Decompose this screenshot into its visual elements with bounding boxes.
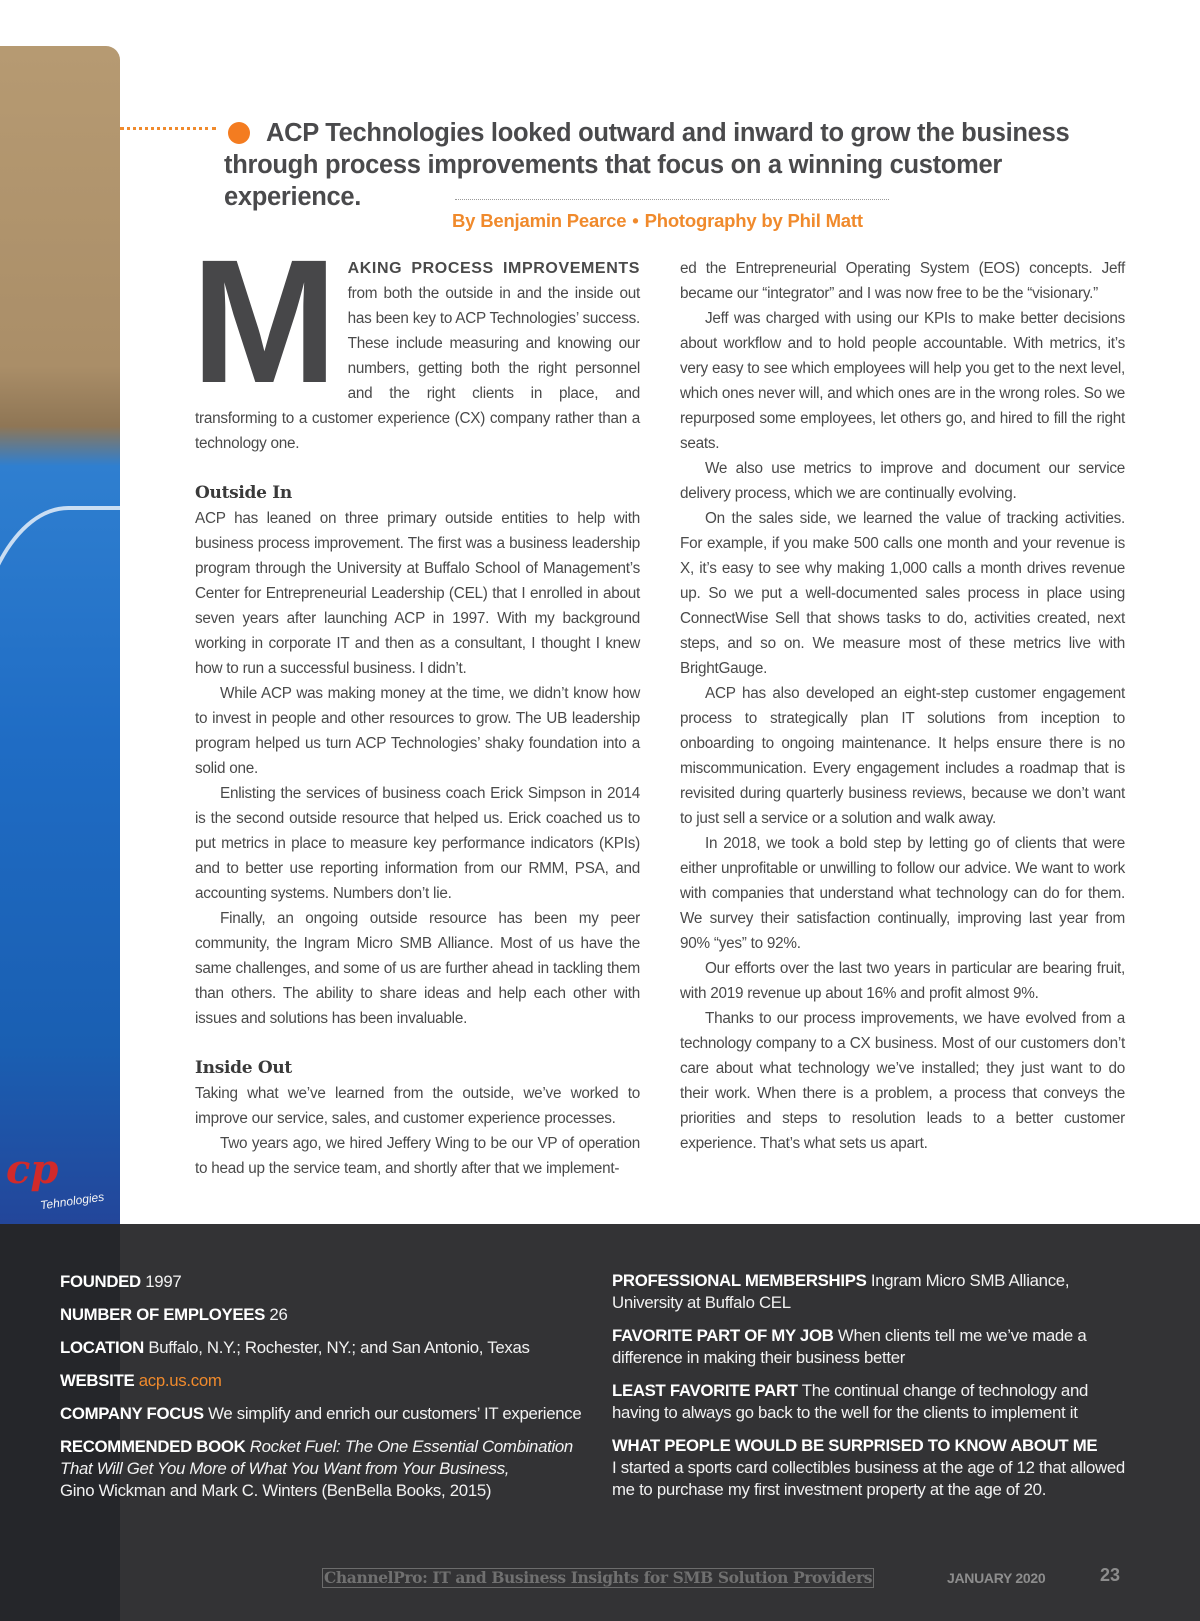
facts-column-left bbox=[60, 1271, 600, 1513]
paragraph: Taking what we’ve learned from the outside, we’ve worked to improve our service, sales, and customer experience processes. bbox=[195, 1085, 640, 1127]
headline-line-2: through process improvements that focus on a winning customer experience. bbox=[224, 151, 1002, 211]
paragraph: We also use metrics to improve and document our service delivery process, which we are continually evolving. bbox=[680, 460, 1125, 502]
footer-publication: ChannelPro: IT and Business Insights for SMB Solution Providers bbox=[324, 1568, 873, 1587]
section-heading-inside-out: Inside Out bbox=[195, 1058, 292, 1078]
page-number: 23 bbox=[1100, 1565, 1121, 1585]
dot-leader bbox=[120, 127, 216, 130]
paragraph: ACP has leaned on three primary outside entities to help with business process improvement. The first was a business leadership program through the University at Buffalo School of Management’s Center for Entrepreneurial Leadership (CEL) that I enrolled in about seven years after launching ACP in 1997. With my background working in corporate IT and then as a consultant, I thought I knew how to run a successful business. I didn’t. bbox=[195, 510, 640, 677]
byline bbox=[452, 210, 902, 232]
byline-photographer: Photography by Phil Matt bbox=[644, 210, 863, 231]
headline-divider bbox=[455, 199, 889, 200]
paragraph: ACP has also developed an eight-step customer engagement process to strategically plan IT solutions from inception to onboarding to ongoing maintenance. It helps ensure there is no miscommunication. Every engagement includes a roadmap that is revisited during quarterly business reviews, because we don’t want to just sell a service or a solution and walk away. bbox=[680, 685, 1125, 827]
fact-founded: FOUNDED 1997 bbox=[60, 1272, 182, 1291]
shirt-logo-text: Tehnologies bbox=[39, 1189, 105, 1213]
lead-paragraph bbox=[191, 224, 640, 456]
article-column-right bbox=[680, 256, 1125, 1156]
byline-author: By Benjamin Pearce bbox=[452, 210, 627, 231]
paragraph: Jeff was charged with using our KPIs to make better decisions about workflow and to hold people accountable. With metrics, it’s very easy to see which employees will help you get to the next level, which ones never will, and which ones are in the wrong roles. So we repurposed some employees, let others go, and hired to fill the right seats. bbox=[680, 310, 1125, 452]
paragraph: In 2018, we took a bold step by letting go of clients that were either unprofitable or unwilling to follow our advice. We want to work with companies that understand what technology can do for them. We survey their satisfaction continually, improving last year from 90% “yes” to 92%. bbox=[680, 835, 1125, 952]
paragraph: On the sales side, we learned the value of tracking activities. For example, if you make 500 calls one month and your revenue is X, it’s easy to see why making 1,000 calls a month drives revenue up. So we put a well-documented sales process in place using ConnectWise Sell that shows tasks to do, activities created, next steps, and so on. We measure most of these metrics live with BrightGauge. bbox=[680, 510, 1125, 677]
fact-least-favorite-part: LEAST FAVORITE PART The continual change of technology and having to always go back to the well for the clients to implement it bbox=[612, 1381, 1089, 1422]
fact-recommended-book: RECOMMENDED BOOK Rocket Fuel: The One Essential Combination That Will Get You More of What You Want from Your Business, Gino Wickman and Mark C. Winters (BenBella Books, 2015) bbox=[60, 1437, 573, 1500]
fact-memberships: PROFESSIONAL MEMBERSHIPS Ingram Micro SMB Alliance, University at Buffalo CEL bbox=[612, 1271, 1070, 1312]
lead-text: from both the outside in and the inside out has been key to ACP Technologies’ success. These include measuring and knowing our numbers, getting both the right personnel and the right clients in place, and transforming to a customer experience (CX) company rather than a technology one. bbox=[195, 285, 640, 452]
paragraph: Two years ago, we hired Jeffery Wing to be our VP of operation to head up the service team, and shortly after that we implement- bbox=[195, 1135, 640, 1177]
website-link[interactable]: acp.us.com bbox=[138, 1371, 222, 1390]
paragraph: Thanks to our process improvements, we have evolved from a technology company to a CX business. Most of our customers don’t care about what technology we’ve installed; they just want to do their work. When there is a problem, a process that conveys the priorities and steps to resolution leads to a better customer experience. That’s what sets us apart. bbox=[680, 1010, 1125, 1152]
fact-surprise: WHAT PEOPLE WOULD BE SURPRISED TO KNOW ABOUT ME I started a sports card collectibles business at the age of 12 that allowed me to purchase my first investment property at the age of 20. bbox=[612, 1436, 1125, 1499]
paragraph: Finally, an ongoing outside resource has been my peer community, the Ingram Micro SMB Alliance. Most of us have the same challenges, and some of us are further ahead in tackling them than others. The ability to share ideas and help each other with issues and solutions has been invaluable. bbox=[195, 910, 640, 1027]
lead-caps: AKING PROCESS IMPROVEMENTS bbox=[347, 260, 640, 277]
photo-strip bbox=[0, 46, 120, 1224]
book-authors: Gino Wickman and Mark C. Winters (BenBella Books, 2015) bbox=[60, 1481, 492, 1500]
book-title: Rocket Fuel: The One Essential Combination That Will Get You More of What You Want from Your Business, bbox=[60, 1437, 573, 1478]
footer-issue-date: JANUARY 2020 bbox=[947, 1570, 1046, 1586]
paragraph: Our efforts over the last two years in particular are bearing fruit, with 2019 revenue up about 16% and profit almost 9%. bbox=[680, 960, 1125, 1002]
headline-line-1: ACP Technologies looked outward and inward to grow the business bbox=[266, 119, 1070, 147]
byline-separator: • bbox=[632, 210, 639, 231]
shirt-collar bbox=[0, 506, 134, 810]
fact-favorite-part: FAVORITE PART OF MY JOB When clients tell me we’ve made a difference in making their business better bbox=[612, 1326, 1087, 1367]
drop-cap: M bbox=[191, 224, 330, 420]
paragraph: Enlisting the services of business coach Erick Simpson in 2014 is the second outside resource that helped us. Erick coached us to put metrics in place to measure key performance indicators (KPIs) and to better use reporting information from our RMM, PSA, and accounting systems. Numbers don’t lie. bbox=[195, 785, 640, 902]
section-heading-outside-in: Outside In bbox=[195, 483, 292, 503]
shirt-logo: cp bbox=[6, 1146, 59, 1193]
fact-company-focus: COMPANY FOCUS We simplify and enrich our customers’ IT experience bbox=[60, 1404, 582, 1423]
fact-employees: NUMBER OF EMPLOYEES 26 bbox=[60, 1305, 288, 1324]
article-column-left bbox=[191, 224, 640, 1181]
paragraph: ed the Entrepreneurial Operating System (EOS) concepts. Jeff became our “integrator” and I was now free to be the “visionary.” bbox=[680, 260, 1125, 302]
paragraph: While ACP was making money at the time, we didn’t know how to invest in people and other resources to grow. The UB leadership program helped us turn ACP Technologies’ shaky foundation into a solid one. bbox=[195, 685, 640, 777]
fact-location: LOCATION Buffalo, N.Y.; Rochester, NY.; and San Antonio, Texas bbox=[60, 1338, 530, 1357]
facts-column-right bbox=[612, 1270, 1132, 1512]
fact-website: WEBSITE acp.us.com bbox=[60, 1371, 222, 1390]
